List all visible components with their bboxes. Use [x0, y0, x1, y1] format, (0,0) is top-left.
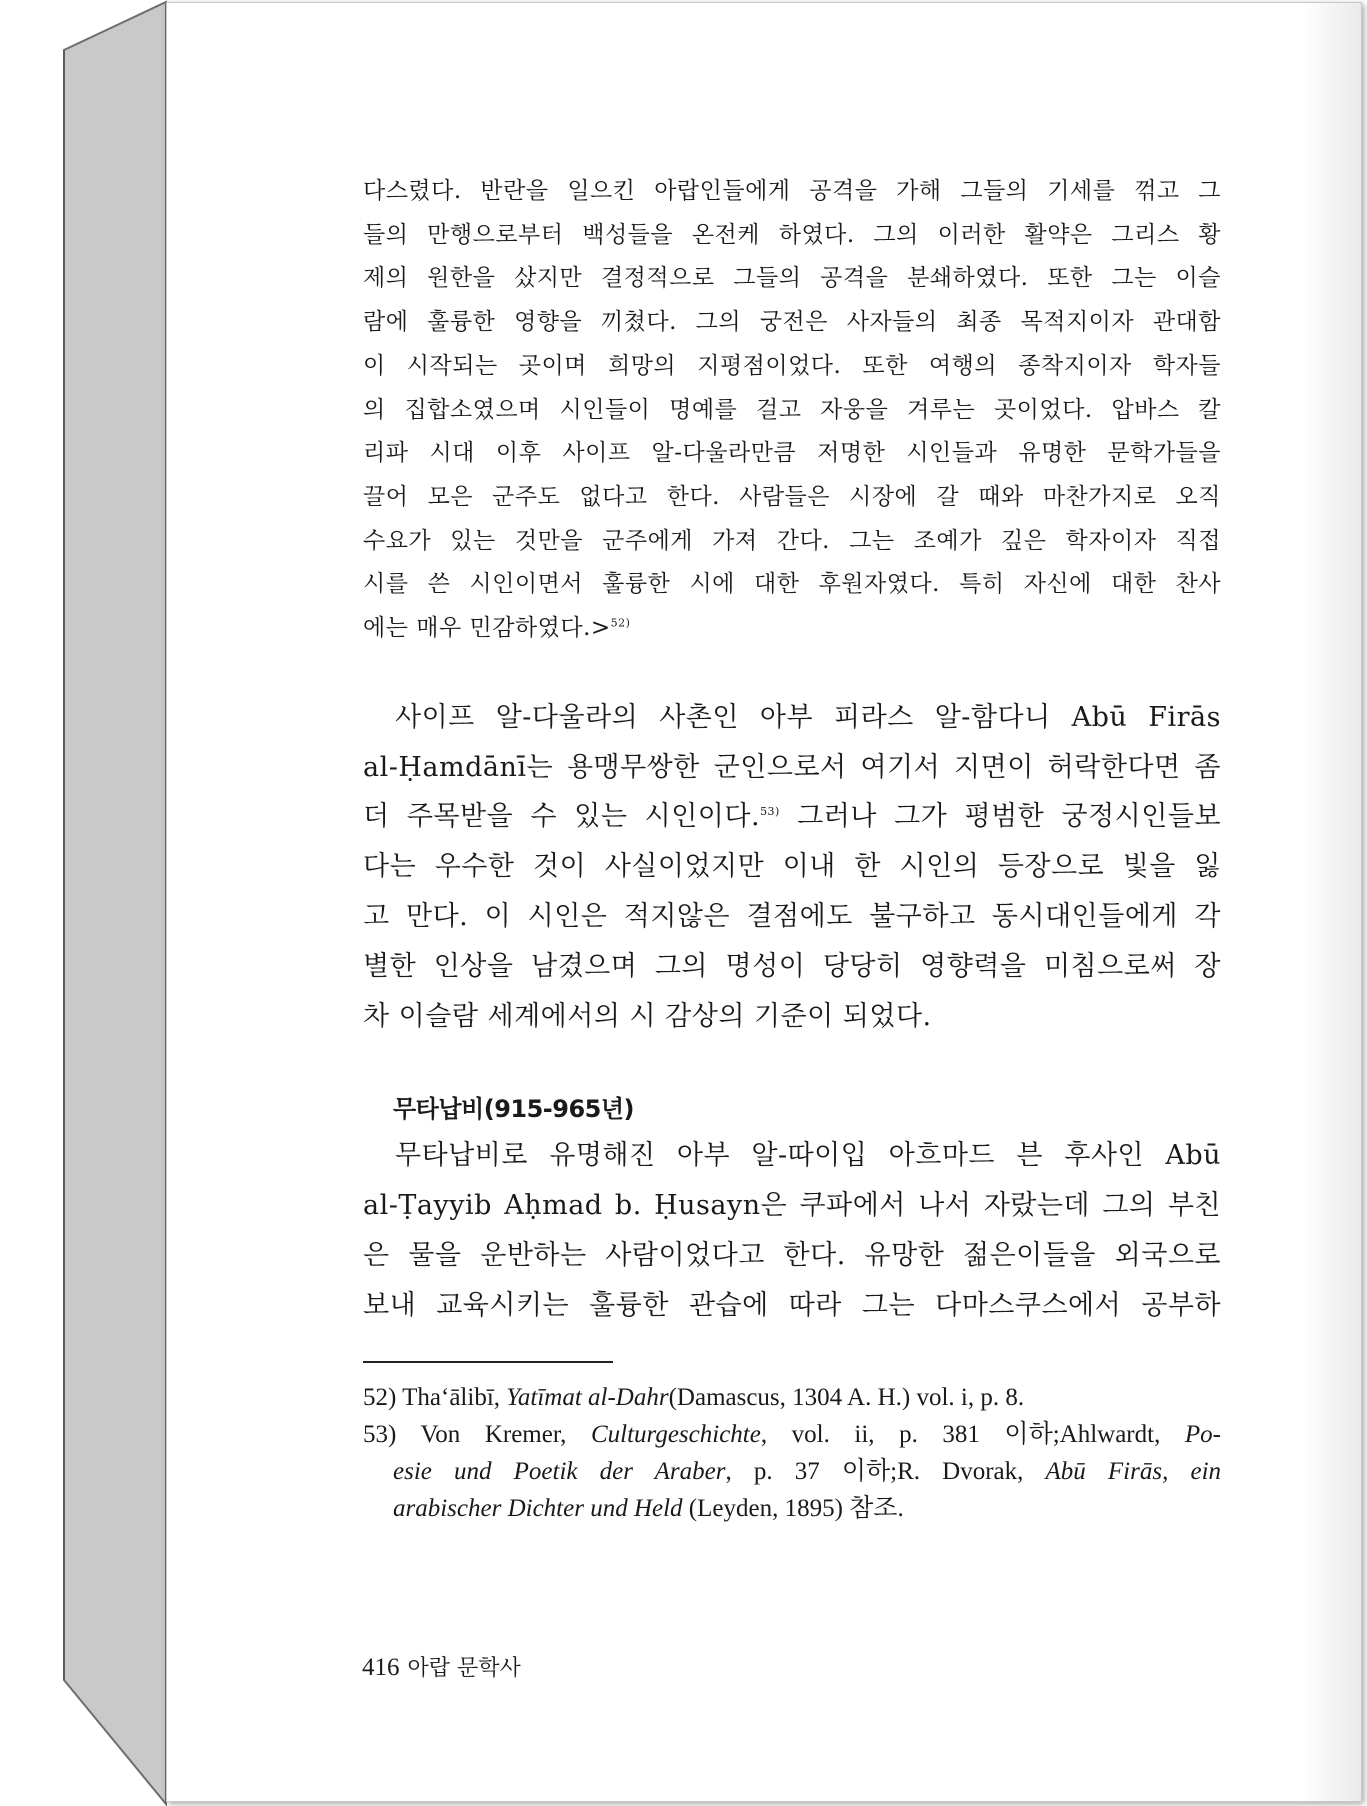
text-line: 시를 쓴 시인이면서 훌륭한 시에 대한 후원자였다. 특히 자신에 대한 찬사 — [363, 571, 1221, 598]
paragraph-3 — [363, 1131, 1221, 1330]
text-line — [363, 792, 1221, 842]
footnote-title: esie und Poetik der Araber — [393, 1457, 726, 1485]
footnote-number: 52) — [363, 1383, 397, 1411]
text-line: 다는 우수한 것이 사실이었지만 이내 한 시인의 등장으로 빛을 잃 — [363, 851, 1221, 883]
footnote-details: (Leyden, 1895) 참조. — [682, 1494, 904, 1522]
footnote-ref-52[interactable]: 52) — [610, 616, 631, 630]
footnote-title: arabischer Dichter und Held — [393, 1494, 683, 1522]
paragraph-1 — [363, 170, 1221, 651]
text-line: 다스렸다. 반란을 일으킨 아랍인들에게 공격을 가해 그들의 기세를 꺾고 그 — [363, 178, 1221, 204]
text-line: 보내 교육시키는 훌륭한 관습에 따라 그는 다마스쿠스에서 공부하 — [363, 1289, 1221, 1321]
text-line: 차 이슬람 세계에서의 시 감상의 기준이 되었다. — [363, 1000, 932, 1032]
footnote-details: (Damascus, 1304 A. H.) vol. i, p. 8. — [668, 1383, 1025, 1411]
footnote-details: , p. 37 이하;R. Dvorak, — [725, 1457, 1024, 1485]
text-line: 들의 만행으로부터 백성들을 온전케 하였다. 그의 이러한 활약은 그리스 황 — [363, 221, 1221, 248]
text-line: 리파 시대 이후 사이프 알-다울라만큼 저명한 시인들과 유명한 문학가들을 — [363, 440, 1221, 467]
footnote-divider — [363, 1361, 613, 1363]
footnote-line — [363, 1490, 1221, 1527]
footnote-line — [363, 1416, 1221, 1453]
text-line: 끌어 모은 군주도 없다고 한다. 사람들은 시장에 갈 때와 마찬가지로 오직 — [363, 483, 1221, 510]
footnote-title: Culturgeschichte — [590, 1420, 761, 1448]
text-line-body: 에는 매우 민감하였다.> — [363, 615, 611, 642]
footnote-52 — [363, 1379, 1221, 1416]
text-line: 은 물을 운반하는 사람이었다고 한다. 유망한 젊은이들을 외국으로 — [363, 1239, 1221, 1271]
text-line-body: 사이프 알-다울라의 사촌인 아부 피라스 알-함다니 Abū Firās — [395, 701, 1221, 733]
text-line: 고 만다. 이 시인은 적지않은 결점에도 불구하고 동시대인들에게 각 — [363, 900, 1221, 932]
text-line — [363, 693, 1221, 743]
page-edge-shadow — [1301, 3, 1361, 1801]
footnote-number: 53) — [363, 1420, 397, 1448]
footnote-line — [363, 1453, 1221, 1490]
text-line: 이 시작되는 곳이며 희망의 지평점이었다. 또한 여행의 종착지이자 학자들 — [363, 352, 1221, 379]
footnote-details: , vol. ii, p. 381 이하;Ahlwardt, — [760, 1420, 1161, 1448]
text-line: 람에 훌륭한 영향을 끼쳤다. 그의 궁전은 사자들의 최종 목적지이자 관대함 — [363, 309, 1221, 336]
text-line — [363, 607, 1221, 651]
page-footer — [362, 1651, 529, 1682]
text-line — [363, 1131, 1221, 1181]
footnote-author: Von Kremer, — [420, 1420, 567, 1448]
footnote-title: Yatīmat al-Dahr — [506, 1383, 669, 1411]
text-line-body: 더 주목받을 수 있는 시인이다. — [363, 801, 761, 833]
page-number: 416 — [362, 1654, 400, 1681]
text-line: al-Ḥamdānī는 용맹무쌍한 군인으로서 여기서 지면이 허락한다면 좀 — [363, 751, 1221, 783]
footnote-53 — [363, 1416, 1221, 1527]
footnote-ref-53[interactable]: 53) — [760, 805, 780, 819]
text-line: 제의 원한을 샀지만 결정적으로 그들의 공격을 분쇄하였다. 또한 그는 이슬 — [363, 265, 1221, 292]
footnote-author: Tha‘ālibī, — [402, 1383, 501, 1411]
footnote-line — [363, 1379, 1221, 1416]
footnote-title: Po- — [1184, 1420, 1221, 1448]
section-heading: 무타납비(915-965년) — [393, 1095, 635, 1124]
text-line: 별한 인상을 남겼으며 그의 명성이 당당히 영향력을 미침으로써 장 — [363, 950, 1221, 982]
text-line: al-Ṭayyib Aḥmad b. Ḥusayn은 쿠파에서 나서 자랐는데 그의 부친 — [363, 1190, 1221, 1222]
page-content — [363, 170, 1221, 1527]
text-line-tail: 그러나 그가 평범한 궁정시인들보 — [779, 801, 1221, 833]
text-line: 의 집합소였으며 시인들이 명예를 걸고 자웅을 겨루는 곳이었다. 압바스 칼 — [363, 396, 1221, 423]
footnotes — [363, 1379, 1221, 1527]
text-line: 수요가 있는 것만을 군주에게 가져 간다. 그는 조예가 깊은 학자이자 직접 — [363, 527, 1221, 554]
paragraph-2 — [363, 693, 1221, 1042]
text-line-body: 무타납비로 유명해진 아부 알-따이입 아흐마드 븐 후사인 Abū — [395, 1140, 1221, 1172]
footnote-title: Abū Firās, ein — [1045, 1457, 1222, 1485]
running-title: 아랍 문학사 — [407, 1656, 521, 1681]
